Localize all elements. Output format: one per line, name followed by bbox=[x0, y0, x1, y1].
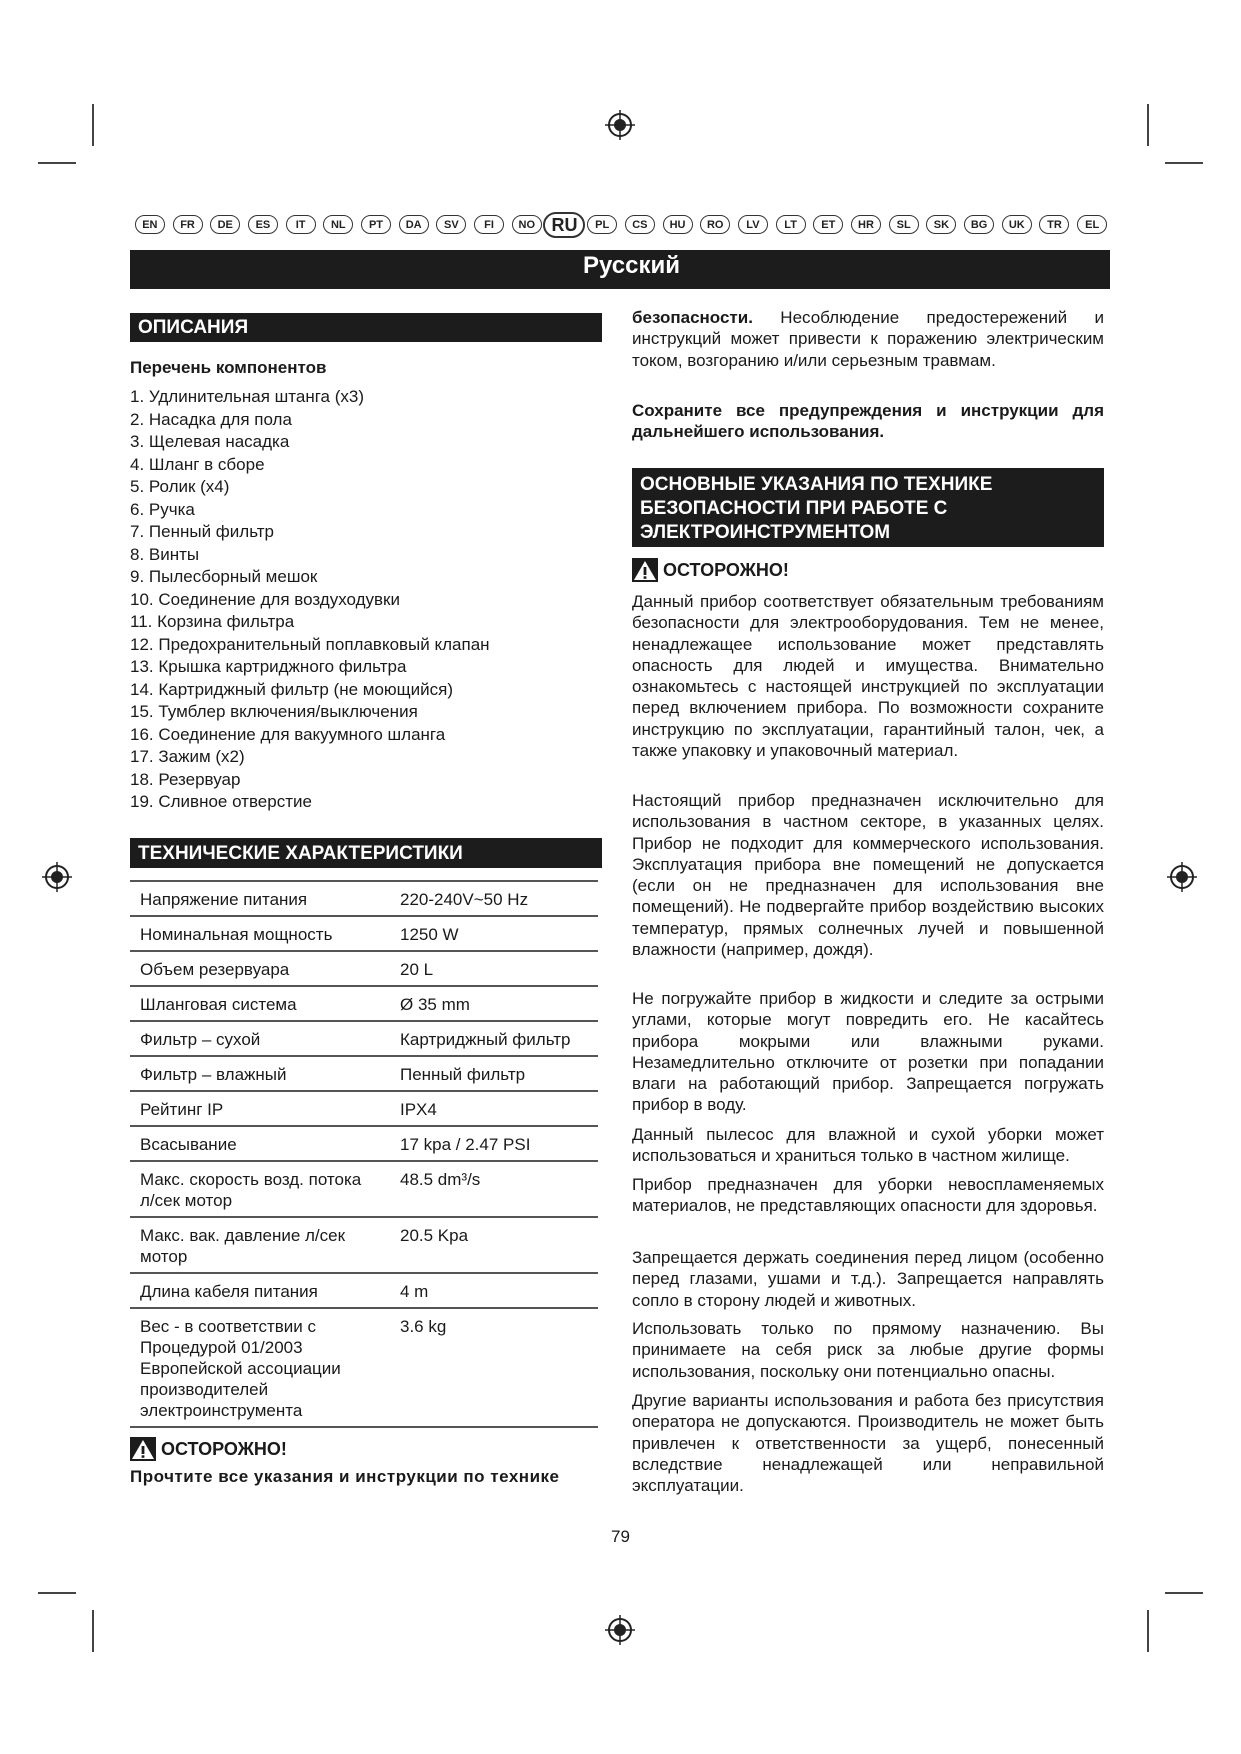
safety-continuation-bold: безопасности. bbox=[632, 308, 753, 327]
component-item: 1. Удлинительная штанга (x3) bbox=[130, 387, 364, 406]
descriptions-heading: ОПИСАНИЯ bbox=[130, 313, 602, 342]
component-item: 5. Ролик (x4) bbox=[130, 477, 230, 496]
component-item: 18. Резервуар bbox=[130, 769, 241, 789]
component-item: 10. Соединение для воздуходувки bbox=[130, 589, 400, 609]
left-warning-text: Прочтите все указания и инструкции по технике bbox=[130, 1467, 560, 1486]
language-badge-bg[interactable]: BG bbox=[964, 215, 994, 234]
safety-paragraph: Данный прибор соответствует обязательным требованиям безопасности для электрооборудования. Тем не менее, ненадлежащее использование может представлять опасность для людей и имущества. Внимательно ознакомьтесь с настоящей инструкцией по эксплуатации перед включением прибора. По возможности сохраните инструкцию по эксплуатации, гарантийный талон, чек, а также упаковку и упаковочный материал. bbox=[632, 592, 1104, 761]
crop-mark bbox=[1165, 162, 1203, 164]
spec-row bbox=[130, 1021, 598, 1056]
component-item: 12. Предохранительный поплавковый клапан bbox=[130, 634, 490, 654]
spec-value: 48.5 dm³/s bbox=[390, 1161, 598, 1217]
language-badge-en[interactable]: EN bbox=[135, 215, 165, 234]
safety-paragraph: Запрещается держать соединения перед лицом (особенно перед глазами, ушами и т.д.). Запрещается направлять сопло в сторону людей и животных. bbox=[632, 1248, 1104, 1310]
spec-key: Номинальная мощность bbox=[130, 916, 390, 951]
safety-paragraph: Не погружайте прибор в жидкости и следите за острыми углами, которые могут повредить его. Не касайтесь прибора мокрыми или влажными руками. Незамедлительно отключите от розетки при попадании влаги на работающий прибор. Запрещается погружать прибор в воду. bbox=[632, 989, 1104, 1115]
components-list bbox=[130, 387, 600, 815]
language-badge-ru[interactable]: RU bbox=[543, 212, 585, 238]
spec-value: 17 kpa / 2.47 PSI bbox=[390, 1126, 598, 1161]
component-item: 16. Соединение для вакуумного шланга bbox=[130, 724, 446, 744]
right-warning bbox=[632, 558, 789, 582]
spec-key: Вес - в соответствии с Процедурой 01/2003 Европейской ассоциации производителей электроинструмента bbox=[130, 1308, 390, 1427]
component-item: 9. Пылесборный мешок bbox=[130, 567, 318, 586]
spec-row bbox=[130, 986, 598, 1021]
spec-row bbox=[130, 881, 598, 916]
page-number: 79 bbox=[611, 1527, 630, 1546]
spec-row bbox=[130, 951, 598, 986]
component-item: 11. Корзина фильтра bbox=[130, 612, 295, 631]
safety-paragraph: Другие варианты использования и работа без присутствия оператора не допускаются. Производитель не может быть привлечен к ответственности за ущерб, понесенный вследствие ненадлежащей или неправильной эксплуатации. bbox=[632, 1391, 1104, 1496]
registration-mark-icon bbox=[1167, 862, 1197, 892]
language-badge-cs[interactable]: CS bbox=[625, 215, 655, 234]
language-badge-es[interactable]: ES bbox=[248, 215, 278, 234]
registration-mark-icon bbox=[605, 110, 635, 140]
spec-value: 20 L bbox=[390, 951, 598, 986]
spec-value: Ø 35 mm bbox=[390, 986, 598, 1021]
language-badge-lv[interactable]: LV bbox=[738, 215, 768, 234]
crop-mark bbox=[92, 104, 94, 146]
spec-key: Макс. вак. давление л/сек мотор bbox=[130, 1217, 390, 1273]
component-item: 14. Картриджный фильтр (не моющийся) bbox=[130, 679, 454, 699]
spec-key: Всасывание bbox=[130, 1126, 390, 1161]
component-item: 6. Ручка bbox=[130, 499, 195, 519]
spec-key: Шланговая система bbox=[130, 986, 390, 1021]
component-item: 13. Крышка картриджного фильтра bbox=[130, 657, 407, 676]
left-warning bbox=[130, 1437, 287, 1461]
spec-row bbox=[130, 1217, 598, 1273]
spec-value: IPX4 bbox=[390, 1091, 598, 1126]
crop-mark bbox=[1147, 1610, 1149, 1652]
language-badge-nl[interactable]: NL bbox=[323, 215, 353, 234]
registration-mark-icon bbox=[42, 862, 72, 892]
language-badge-el[interactable]: EL bbox=[1077, 215, 1107, 234]
language-badge-fi[interactable]: FI bbox=[474, 215, 504, 234]
language-badge-lt[interactable]: LT bbox=[776, 215, 806, 234]
specs-table bbox=[130, 880, 598, 1428]
crop-mark bbox=[1165, 1592, 1203, 1594]
spec-key: Объем резервуара bbox=[130, 951, 390, 986]
language-badge-it[interactable]: IT bbox=[286, 215, 316, 234]
language-badge-et[interactable]: ET bbox=[813, 215, 843, 234]
spec-value: 4 m bbox=[390, 1273, 598, 1308]
language-badge-hu[interactable]: HU bbox=[663, 215, 693, 234]
language-badge-pl[interactable]: PL bbox=[587, 215, 617, 234]
spec-key: Фильтр – влажный bbox=[130, 1056, 390, 1091]
registration-mark-icon bbox=[605, 1615, 635, 1645]
language-badge-sv[interactable]: SV bbox=[436, 215, 466, 234]
safety-continuation-text: Несоблюдение предостережений и инструкций может привести к поражению электрическим током, возгоранию и/или серьезным травмам. bbox=[632, 308, 1104, 370]
crop-mark bbox=[38, 162, 76, 164]
safety-paragraph: Прибор предназначен для уборки невоспламеняемых материалов, не представляющих опасности для здоровья. bbox=[632, 1175, 1104, 1216]
language-badge-hr[interactable]: HR bbox=[851, 215, 881, 234]
safety-paragraph: Данный пылесос для влажной и сухой уборки может использоваться и храниться только в частном жилище. bbox=[632, 1125, 1104, 1166]
safety-paragraph: Настоящий прибор предназначен исключительно для использования в частном секторе, в указанных целях. Прибор не подходит для коммерческого использования. Эксплуатация прибора вне помещений не допускается (если он не предназначен для использования вне помещений). Не подвергайте прибор воздействию высоких температур, прямых солнечных лучей и повышенной влажности (например, дождя). bbox=[632, 791, 1104, 960]
warning-label: ОСТОРОЖНО! bbox=[161, 1438, 287, 1459]
component-item: 19. Сливное отверстие bbox=[130, 792, 312, 811]
warning-label: ОСТОРОЖНО! bbox=[663, 559, 789, 580]
spec-value: 1250 W bbox=[390, 916, 598, 951]
component-item: 4. Шланг в сборе bbox=[130, 454, 265, 474]
spec-row bbox=[130, 1091, 598, 1126]
spec-value: 220-240V~50 Hz bbox=[390, 881, 598, 916]
crop-mark bbox=[38, 1592, 76, 1594]
language-badge-uk[interactable]: UK bbox=[1002, 215, 1032, 234]
keep-instructions-text: Сохраните все предупреждения и инструкции для дальнейшего использования. bbox=[632, 401, 1104, 442]
component-item: 15. Тумблер включения/выключения bbox=[130, 702, 418, 721]
language-badge-fr[interactable]: FR bbox=[173, 215, 203, 234]
spec-row bbox=[130, 1308, 598, 1427]
warning-triangle-icon bbox=[632, 558, 658, 582]
component-item: 17. Зажим (x2) bbox=[130, 747, 245, 766]
spec-value: 3.6 kg bbox=[390, 1308, 598, 1427]
spec-value: Картриджный фильтр bbox=[390, 1021, 598, 1056]
component-item: 2. Насадка для пола bbox=[130, 409, 292, 429]
spec-key: Макс. скорость возд. потока л/сек мотор bbox=[130, 1161, 390, 1217]
safety-continuation bbox=[632, 307, 1104, 371]
spec-value: 20.5 Kpa bbox=[390, 1217, 598, 1273]
spec-row bbox=[130, 1161, 598, 1217]
safety-paragraph: Использовать только по прямому назначению. Вы принимаете на себя риск за любые другие формы использования, поскольку они потенциально опасны. bbox=[632, 1319, 1104, 1381]
component-item: 7. Пенный фильтр bbox=[130, 522, 274, 541]
spec-row bbox=[130, 1273, 598, 1308]
spec-key: Напряжение питания bbox=[130, 881, 390, 916]
language-badge-sk[interactable]: SK bbox=[926, 215, 956, 234]
component-item: 3. Щелевая насадка bbox=[130, 432, 290, 451]
spec-value: Пенный фильтр bbox=[390, 1056, 598, 1091]
spec-row bbox=[130, 1126, 598, 1161]
general-safety-heading: ОСНОВНЫЕ УКАЗАНИЯ ПО ТЕХНИКЕ БЕЗОПАСНОСТИ ПРИ РАБОТЕ С ЭЛЕКТРОИНСТРУМЕНТОМ bbox=[632, 468, 1104, 547]
language-badge-pt[interactable]: PT bbox=[361, 215, 391, 234]
language-selector-bar bbox=[131, 212, 1111, 238]
language-badge-sl[interactable]: SL bbox=[889, 215, 919, 234]
language-badge-de[interactable]: DE bbox=[210, 215, 240, 234]
language-badge-ro[interactable]: RO bbox=[700, 215, 730, 234]
spec-row bbox=[130, 1056, 598, 1091]
spec-key: Рейтинг IP bbox=[130, 1091, 390, 1126]
crop-mark bbox=[1147, 104, 1149, 146]
components-title: Перечень компонентов bbox=[130, 358, 327, 377]
language-badge-no[interactable]: NO bbox=[512, 215, 542, 234]
component-item: 8. Винты bbox=[130, 544, 200, 564]
crop-mark bbox=[92, 1610, 94, 1652]
spec-row bbox=[130, 916, 598, 951]
page-title: Русский bbox=[583, 252, 680, 279]
spec-key: Длина кабеля питания bbox=[130, 1273, 390, 1308]
specs-heading: ТЕХНИЧЕСКИЕ ХАРАКТЕРИСТИКИ bbox=[130, 838, 602, 868]
title-bar bbox=[130, 250, 1110, 289]
spec-key: Фильтр – сухой bbox=[130, 1021, 390, 1056]
warning-triangle-icon bbox=[130, 1437, 156, 1461]
language-badge-da[interactable]: DA bbox=[399, 215, 429, 234]
language-badge-tr[interactable]: TR bbox=[1039, 215, 1069, 234]
